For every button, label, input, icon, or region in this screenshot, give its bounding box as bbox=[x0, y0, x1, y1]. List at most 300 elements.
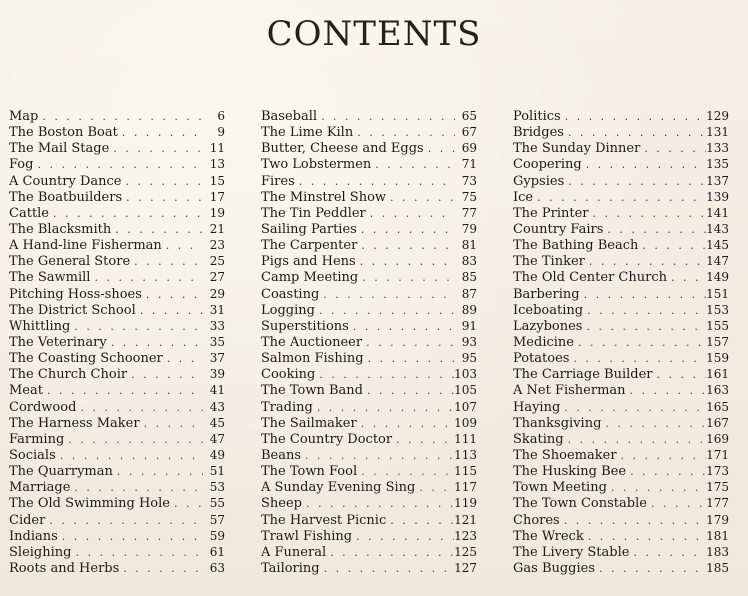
entry-page-number: 83 bbox=[461, 254, 477, 269]
dot-leader bbox=[127, 367, 203, 382]
contents-entry bbox=[9, 108, 225, 124]
contents-entry bbox=[513, 189, 729, 205]
dot-leader bbox=[358, 270, 455, 285]
entry-page-number: 15 bbox=[209, 173, 225, 188]
contents-entry bbox=[9, 140, 225, 156]
dot-leader bbox=[357, 238, 455, 253]
entry-page-number: 111 bbox=[454, 431, 477, 446]
dot-leader bbox=[64, 432, 203, 447]
contents-entry bbox=[513, 495, 729, 511]
entry-page-number: 53 bbox=[209, 480, 225, 495]
entry-page-number: 67 bbox=[461, 125, 477, 140]
entry-title: Map bbox=[9, 109, 39, 124]
contents-entry bbox=[513, 173, 729, 189]
entry-page-number: 61 bbox=[209, 544, 225, 559]
entry-title: Tailoring bbox=[261, 560, 320, 576]
entry-title: Sleighing bbox=[9, 544, 72, 560]
entry-page-number: 105 bbox=[454, 383, 477, 398]
contents-entry bbox=[261, 173, 477, 189]
contents-entry bbox=[513, 205, 729, 221]
dot-leader bbox=[357, 464, 454, 479]
entry-title: The Printer bbox=[513, 205, 589, 221]
entry-title: Haying bbox=[513, 399, 561, 415]
entry-page-number: 147 bbox=[706, 254, 729, 269]
entry-page-number: 25 bbox=[209, 254, 225, 269]
contents-entry bbox=[261, 124, 477, 140]
dot-leader bbox=[315, 367, 454, 382]
entry-title: The Auctioneer bbox=[261, 334, 363, 350]
dot-leader bbox=[626, 383, 707, 398]
entry-page-number: 75 bbox=[461, 189, 477, 204]
entry-title: Iceboating bbox=[513, 302, 584, 318]
dot-leader bbox=[574, 335, 706, 350]
entry-title: Socials bbox=[9, 447, 56, 463]
entry-page-number: 161 bbox=[706, 367, 729, 382]
contents-entry bbox=[513, 399, 729, 415]
contents-column-1 bbox=[9, 108, 225, 576]
dot-leader bbox=[601, 416, 706, 431]
dot-leader bbox=[582, 319, 706, 334]
entry-page-number: 163 bbox=[706, 383, 729, 398]
entry-title: The Carriage Builder bbox=[513, 367, 653, 383]
dot-leader bbox=[326, 545, 454, 560]
contents-entry bbox=[513, 124, 729, 140]
dot-leader bbox=[667, 270, 706, 285]
contents-entry bbox=[261, 302, 477, 318]
contents-entry bbox=[9, 350, 225, 366]
contents-entry bbox=[261, 431, 477, 447]
entry-page-number: 141 bbox=[706, 205, 729, 220]
dot-leader bbox=[107, 335, 203, 350]
contents-entry bbox=[261, 253, 477, 269]
entry-page-number: 175 bbox=[706, 480, 729, 495]
entry-title: The General Store bbox=[9, 254, 131, 270]
entry-page-number: 167 bbox=[706, 415, 729, 430]
dot-leader bbox=[569, 351, 706, 366]
entry-title: Bridges bbox=[513, 125, 564, 141]
entry-title: The Quarryman bbox=[9, 464, 113, 480]
contents-entry bbox=[513, 512, 729, 528]
dot-leader bbox=[595, 561, 706, 576]
dot-leader bbox=[364, 351, 455, 366]
entry-title: Ice bbox=[513, 189, 534, 205]
dot-leader bbox=[638, 238, 706, 253]
dot-leader bbox=[320, 561, 454, 576]
page-title: CONTENTS bbox=[266, 14, 482, 54]
entry-title: Pitching Hoss-shoes bbox=[9, 286, 142, 302]
entry-title: A Country Dance bbox=[9, 173, 122, 189]
dot-leader bbox=[640, 141, 706, 156]
entry-title: The Boatbuilders bbox=[9, 189, 123, 205]
entry-title: The District School bbox=[9, 302, 136, 318]
contents-entry bbox=[9, 382, 225, 398]
entry-title: Fog bbox=[9, 157, 34, 173]
contents-entry bbox=[9, 221, 225, 237]
entry-page-number: 165 bbox=[706, 399, 729, 414]
entry-title: Barbering bbox=[513, 286, 580, 302]
entry-page-number: 123 bbox=[454, 528, 477, 543]
contents-entry bbox=[513, 286, 729, 302]
dot-leader bbox=[113, 464, 203, 479]
dot-leader bbox=[317, 109, 455, 124]
dot-leader bbox=[589, 206, 707, 221]
entry-page-number: 145 bbox=[706, 238, 729, 253]
entry-page-number: 143 bbox=[706, 221, 729, 236]
dot-leader bbox=[415, 480, 454, 495]
entry-page-number: 93 bbox=[461, 334, 477, 349]
dot-leader bbox=[49, 206, 203, 221]
entry-page-number: 169 bbox=[706, 431, 729, 446]
dot-leader bbox=[607, 480, 706, 495]
entry-title: Beans bbox=[261, 447, 302, 463]
contents-entry bbox=[513, 108, 729, 124]
entry-title: The Harness Maker bbox=[9, 415, 140, 431]
entry-page-number: 91 bbox=[461, 318, 477, 333]
contents-entry bbox=[261, 544, 477, 560]
entry-title: Country Fairs bbox=[513, 221, 604, 237]
contents-entry bbox=[9, 463, 225, 479]
dot-leader bbox=[366, 206, 455, 221]
dot-leader bbox=[140, 416, 203, 431]
entry-title: Meat bbox=[9, 383, 43, 399]
entry-title: Cordwood bbox=[9, 399, 77, 415]
contents-entry bbox=[9, 512, 225, 528]
contents-entry bbox=[513, 447, 729, 463]
dot-leader bbox=[580, 287, 706, 302]
entry-title: Roots and Herbs bbox=[9, 560, 120, 576]
entry-title: Farming bbox=[9, 431, 65, 447]
contents-entry bbox=[261, 318, 477, 334]
dot-leader bbox=[392, 432, 454, 447]
entry-page-number: 51 bbox=[209, 464, 225, 479]
contents-entry bbox=[261, 366, 477, 382]
entry-page-number: 85 bbox=[461, 270, 477, 285]
entry-title: The Sawmill bbox=[9, 270, 91, 286]
entry-title: Superstitions bbox=[261, 318, 349, 334]
entry-title: The Veterinary bbox=[9, 334, 107, 350]
entry-title: Thanksgiving bbox=[513, 415, 602, 431]
contents-entry bbox=[261, 382, 477, 398]
contents-entry bbox=[9, 189, 225, 205]
entry-page-number: 47 bbox=[209, 431, 225, 446]
contents-column-3 bbox=[513, 108, 729, 576]
contents-entry bbox=[261, 108, 477, 124]
dot-leader bbox=[43, 383, 203, 398]
entry-page-number: 119 bbox=[454, 496, 477, 511]
entry-title: A Funeral bbox=[261, 544, 327, 560]
entry-page-number: 137 bbox=[706, 173, 729, 188]
contents-entry bbox=[9, 156, 225, 172]
dot-leader bbox=[584, 529, 706, 544]
dot-leader bbox=[356, 254, 455, 269]
contents-entry bbox=[513, 318, 729, 334]
contents-entry bbox=[513, 334, 729, 350]
dot-leader bbox=[424, 141, 455, 156]
entry-title: Whittling bbox=[9, 318, 71, 334]
entry-page-number: 179 bbox=[706, 512, 729, 527]
entry-page-number: 117 bbox=[454, 480, 477, 495]
entry-title: The Shoemaker bbox=[513, 447, 617, 463]
contents-entry bbox=[261, 205, 477, 221]
entry-page-number: 157 bbox=[706, 334, 729, 349]
entry-title: The Old Swimming Hole bbox=[9, 496, 170, 512]
contents-entry bbox=[261, 512, 477, 528]
entry-page-number: 89 bbox=[461, 302, 477, 317]
entry-page-number: 113 bbox=[454, 447, 477, 462]
entry-page-number: 173 bbox=[706, 464, 729, 479]
dot-leader bbox=[561, 109, 706, 124]
dot-leader bbox=[119, 561, 203, 576]
entry-page-number: 69 bbox=[461, 141, 477, 156]
dot-leader bbox=[58, 529, 203, 544]
entry-page-number: 127 bbox=[454, 560, 477, 575]
entry-title: The Town Band bbox=[261, 383, 363, 399]
entry-page-number: 43 bbox=[209, 399, 225, 414]
entry-page-number: 153 bbox=[706, 302, 729, 317]
contents-entry bbox=[261, 286, 477, 302]
entry-title: Gas Buggies bbox=[513, 560, 596, 576]
entry-page-number: 17 bbox=[209, 189, 225, 204]
entry-page-number: 149 bbox=[706, 270, 729, 285]
dot-leader bbox=[319, 287, 455, 302]
entry-title: The Blacksmith bbox=[9, 221, 112, 237]
contents-entry bbox=[9, 479, 225, 495]
entry-page-number: 6 bbox=[217, 109, 225, 123]
contents-entry bbox=[9, 173, 225, 189]
contents-entry bbox=[9, 334, 225, 350]
contents-entry bbox=[9, 544, 225, 560]
entry-title: The Minstrel Show bbox=[261, 189, 387, 205]
entry-title: Lazybones bbox=[513, 318, 583, 334]
contents-column-2 bbox=[261, 108, 477, 576]
dot-leader bbox=[90, 270, 203, 285]
entry-title: Cattle bbox=[9, 205, 49, 221]
dot-leader bbox=[122, 190, 203, 205]
dot-leader bbox=[647, 496, 706, 511]
dot-leader bbox=[603, 222, 706, 237]
entry-title: Skating bbox=[513, 431, 564, 447]
contents-entry bbox=[261, 334, 477, 350]
entry-page-number: 45 bbox=[209, 415, 225, 430]
entry-title: The Livery Stable bbox=[513, 544, 630, 560]
dot-leader bbox=[136, 303, 203, 318]
entry-title: Camp Meeting bbox=[261, 270, 359, 286]
entry-page-number: 131 bbox=[706, 125, 729, 140]
entry-title: The Old Center Church bbox=[513, 270, 667, 286]
entry-title: Gypsies bbox=[513, 173, 565, 189]
contents-entry bbox=[9, 415, 225, 431]
entry-page-number: 87 bbox=[461, 286, 477, 301]
contents-entry bbox=[9, 447, 225, 463]
contents-entry bbox=[261, 140, 477, 156]
contents-entry bbox=[9, 237, 225, 253]
dot-leader bbox=[118, 125, 203, 140]
entry-title: The Carpenter bbox=[261, 238, 358, 254]
entry-title: Town Meeting bbox=[513, 480, 607, 496]
entry-page-number: 65 bbox=[461, 109, 477, 123]
contents-entry bbox=[9, 366, 225, 382]
entry-page-number: 171 bbox=[706, 447, 729, 462]
entry-title: Coopering bbox=[513, 157, 582, 173]
entry-title: The Sunday Dinner bbox=[513, 141, 641, 157]
entry-title: The Mail Stage bbox=[9, 141, 110, 157]
dot-leader bbox=[56, 448, 203, 463]
contents-entry bbox=[261, 463, 477, 479]
entry-page-number: 31 bbox=[209, 302, 225, 317]
contents-entry bbox=[261, 479, 477, 495]
contents-entry bbox=[261, 221, 477, 237]
entry-title: Sailing Parties bbox=[261, 221, 357, 237]
dot-leader bbox=[38, 109, 203, 124]
dot-leader bbox=[349, 319, 455, 334]
entry-page-number: 57 bbox=[209, 512, 225, 527]
entry-page-number: 159 bbox=[706, 351, 729, 366]
entry-page-number: 129 bbox=[706, 109, 729, 123]
contents-entry bbox=[9, 302, 225, 318]
entry-title: The Wreck bbox=[513, 528, 584, 544]
dot-leader bbox=[71, 545, 203, 560]
entry-page-number: 103 bbox=[454, 367, 477, 382]
contents-entry bbox=[513, 237, 729, 253]
entry-page-number: 21 bbox=[209, 221, 225, 236]
dot-leader bbox=[617, 448, 707, 463]
entry-page-number: 125 bbox=[454, 544, 477, 559]
dot-leader bbox=[585, 254, 706, 269]
dot-leader bbox=[353, 125, 455, 140]
dot-leader bbox=[564, 125, 706, 140]
entry-title: Salmon Fishing bbox=[261, 351, 364, 367]
contents-entry bbox=[513, 366, 729, 382]
dot-leader bbox=[564, 432, 706, 447]
dot-leader bbox=[315, 303, 455, 318]
dot-leader bbox=[357, 416, 454, 431]
contents-entry bbox=[261, 399, 477, 415]
entry-page-number: 27 bbox=[209, 270, 225, 285]
entry-title: A Hand-line Fisherman bbox=[9, 238, 162, 254]
entry-page-number: 109 bbox=[454, 415, 477, 430]
dot-leader bbox=[582, 157, 706, 172]
contents-entry bbox=[261, 495, 477, 511]
entry-page-number: 59 bbox=[209, 528, 225, 543]
contents-entry bbox=[513, 415, 729, 431]
dot-leader bbox=[70, 480, 203, 495]
entry-page-number: 95 bbox=[461, 351, 477, 366]
contents-entry bbox=[261, 528, 477, 544]
entry-title: Cider bbox=[9, 512, 46, 528]
contents-entry bbox=[513, 221, 729, 237]
entry-title: Butter, Cheese and Eggs bbox=[261, 141, 424, 157]
entry-page-number: 79 bbox=[461, 221, 477, 236]
dot-leader bbox=[313, 400, 454, 415]
contents-entry bbox=[9, 286, 225, 302]
dot-leader bbox=[121, 174, 203, 189]
entry-title: Medicine bbox=[513, 334, 574, 350]
entry-page-number: 41 bbox=[209, 383, 225, 398]
contents-entry bbox=[513, 528, 729, 544]
entry-title: The Bathing Beach bbox=[513, 238, 639, 254]
dot-leader bbox=[352, 529, 454, 544]
dot-leader bbox=[70, 319, 203, 334]
entry-title: The Sailmaker bbox=[261, 415, 357, 431]
contents-entry bbox=[513, 463, 729, 479]
entry-title: Trawl Fishing bbox=[261, 528, 353, 544]
entry-page-number: 23 bbox=[209, 238, 225, 253]
contents-entry bbox=[513, 382, 729, 398]
entry-page-number: 55 bbox=[209, 496, 225, 511]
dot-leader bbox=[626, 464, 706, 479]
entry-page-number: 155 bbox=[706, 318, 729, 333]
entry-title: The Town Constable bbox=[513, 496, 647, 512]
entry-title: Marriage bbox=[9, 480, 71, 496]
entry-page-number: 115 bbox=[454, 464, 477, 479]
entry-title: The Boston Boat bbox=[9, 125, 118, 141]
entry-page-number: 107 bbox=[454, 399, 477, 414]
entry-title: Chores bbox=[513, 512, 560, 528]
entry-page-number: 121 bbox=[454, 512, 477, 527]
entry-page-number: 49 bbox=[209, 447, 225, 462]
contents-entry bbox=[261, 447, 477, 463]
contents-entry bbox=[9, 318, 225, 334]
dot-leader bbox=[295, 174, 455, 189]
contents-entry bbox=[9, 528, 225, 544]
entry-title: The Church Choir bbox=[9, 367, 128, 383]
contents-entry bbox=[261, 350, 477, 366]
contents-entry bbox=[9, 269, 225, 285]
entry-page-number: 77 bbox=[461, 205, 477, 220]
dot-leader bbox=[560, 513, 706, 528]
entry-title: Pigs and Hens bbox=[261, 254, 356, 270]
entry-title: Two Lobstermen bbox=[261, 157, 372, 173]
entry-page-number: 135 bbox=[706, 157, 729, 172]
contents-entry bbox=[9, 253, 225, 269]
contents-entry bbox=[261, 237, 477, 253]
entry-page-number: 185 bbox=[706, 560, 729, 575]
entry-page-number: 19 bbox=[209, 205, 225, 220]
entry-title: The Harvest Picnic bbox=[261, 512, 387, 528]
contents-entry bbox=[9, 399, 225, 415]
entry-title: Potatoes bbox=[513, 351, 570, 367]
entry-page-number: 9 bbox=[217, 125, 225, 140]
dot-leader bbox=[357, 222, 455, 237]
entry-title: Fires bbox=[261, 173, 295, 189]
entry-page-number: 11 bbox=[209, 141, 225, 156]
entry-title: The Husking Bee bbox=[513, 464, 627, 480]
entry-title: The Coasting Schooner bbox=[9, 351, 163, 367]
entry-page-number: 151 bbox=[706, 286, 729, 301]
contents-entry bbox=[9, 124, 225, 140]
dot-leader bbox=[386, 513, 454, 528]
entry-page-number: 139 bbox=[706, 189, 729, 204]
entry-page-number: 181 bbox=[706, 528, 729, 543]
dot-leader bbox=[564, 174, 706, 189]
entry-title: Trading bbox=[261, 399, 313, 415]
contents-entry bbox=[513, 431, 729, 447]
entry-title: The Tinker bbox=[513, 254, 585, 270]
entry-title: The Country Doctor bbox=[261, 431, 393, 447]
entry-page-number: 71 bbox=[461, 157, 477, 172]
entry-page-number: 35 bbox=[209, 334, 225, 349]
entry-title: The Lime Kiln bbox=[261, 125, 354, 141]
dot-leader bbox=[560, 400, 706, 415]
entry-page-number: 39 bbox=[209, 367, 225, 382]
entry-page-number: 13 bbox=[209, 157, 225, 172]
dot-leader bbox=[162, 238, 203, 253]
dot-leader bbox=[45, 513, 203, 528]
entry-title: Baseball bbox=[261, 109, 318, 124]
entry-title: Indians bbox=[9, 528, 58, 544]
dot-leader bbox=[76, 400, 203, 415]
contents-entry bbox=[513, 269, 729, 285]
